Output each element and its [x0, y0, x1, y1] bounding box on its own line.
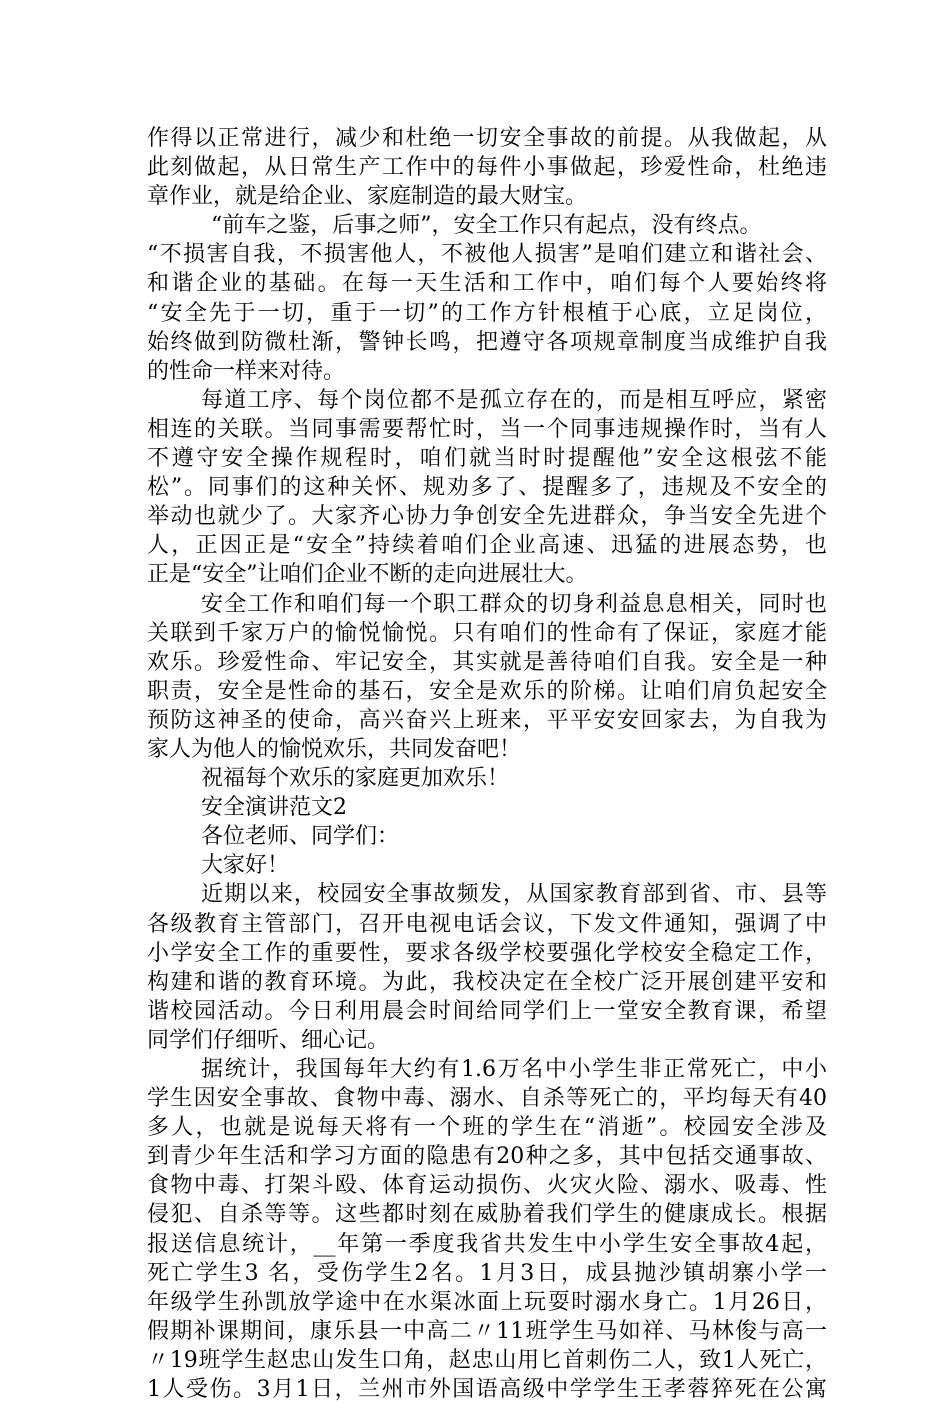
- text-line: 章作业，就是给企业、家庭制造的最大财宝。: [147, 184, 588, 210]
- text-line: 多人，也就是说每天将有一个班的学生在“消逝”。校园安全涉及: [147, 1115, 827, 1141]
- text-line: 不遵守安全操作规程时，咱们就当时时提醒他”安全这根弦不能: [147, 446, 827, 472]
- text-line: 正是“安全”让咱们企业不断的走向进展壮大。: [147, 562, 588, 588]
- text-line: 1人受伤。3月1日，兰州市外国语高级中学学生王孝蓉猝死在公寓: [147, 1377, 827, 1403]
- text-line: 始终做到防微杜渐，警钟长鸣，把遵守各项规章制度当成维护自我: [147, 329, 827, 355]
- text-line: 年级学生孙凯放学途中在水渠冰面上玩耍时溺水身亡。1月26日，: [147, 1289, 827, 1315]
- text-line: 预防这神圣的使命，高兴奋兴上班来，平平安安回家去，为自我为: [147, 707, 827, 733]
- text-line: 此刻做起，从日常生产工作中的每件小事做起，珍爱性命，杜绝违: [147, 155, 827, 181]
- text-line: 小学安全工作的重要性，要求各级学校要强化学校安全稳定工作，: [147, 940, 827, 966]
- text-line: 举动也就少了。大家齐心协力争创安全先进群众，争当安全先进个: [147, 504, 827, 530]
- text-line: 死亡学生3 名，受伤学生2名。1月3日，成县抛沙镇胡寨小学一: [147, 1260, 827, 1286]
- text-line: 关联到千家万户的愉悦愉悦。只有咱们的性命有了保证，家庭才能: [147, 620, 827, 646]
- text-line: 人，正因正是“安全”持续着咱们企业高速、迅猛的进展态势，也: [147, 533, 827, 559]
- text-line: 欢乐。珍爱性命、牢记安全，其实就是善待咱们自我。安全是一种: [147, 649, 827, 675]
- text-line: 到青少年生活和学习方面的隐患有20种之多，其中包括交通事故、: [147, 1144, 827, 1170]
- text-line: “不损害自我，不损害他人，不被他人损害”是咱们建立和谐社会、: [147, 242, 827, 268]
- text-line: “前车之鉴，后事之师”，安全工作只有起点，没有终点。: [211, 213, 762, 239]
- document-body: [147, 124, 827, 1404]
- text-line: 报送信息统计，__年第一季度我省共发生中小学生安全事故4起，: [147, 1231, 827, 1257]
- text-line: 据统计，我国每年大约有1.6万名中小学生非正常死亡，中小: [201, 1057, 827, 1082]
- text-line: 构建和谐的教育环境。为此，我校决定在全校广泛开展创建平安和: [147, 969, 827, 995]
- text-line: 家人为他人的愉悦欢乐，共同发奋吧！: [147, 736, 522, 762]
- text-line: 谐校园活动。今日利用晨会时间给同学们上一堂安全教育课，希望: [147, 998, 827, 1024]
- text-line: 松”。同事们的这种关怀、规劝多了、提醒多了，违规及不安全的: [147, 475, 827, 501]
- text-line: 安全演讲范文2: [201, 795, 347, 821]
- text-line: 〃19班学生赵忠山发生口角，赵忠山用匕首刺伤二人，致1人死亡，: [147, 1347, 827, 1373]
- text-line: 同学们仔细听、细心记。: [147, 1027, 390, 1053]
- text-line: 和谐企业的基础。在每一天生活和工作中，咱们每个人要始终将: [147, 271, 827, 297]
- text-line: 每道工序、每个岗位都不是孤立存在的，而是相互呼应，紧密: [201, 387, 827, 413]
- text-line: 各位老师、同学们：: [201, 824, 400, 850]
- text-line: 相连的关联。当同事需要帮忙时，当一个同事违规操作时，当有人: [147, 416, 827, 442]
- text-line: 学生因安全事故、食物中毒、溺水、自杀等死亡的，平均每天有40: [147, 1086, 827, 1112]
- text-line: 的性命一样来对待。: [147, 358, 346, 384]
- text-line: 近期以来，校园安全事故频发，从国家教育部到省、市、县等: [201, 882, 827, 908]
- text-line: 安全工作和咱们每一个职工群众的切身利益息息相关，同时也: [201, 591, 827, 617]
- text-line: “安全先于一切，重于一切”的工作方针根植于心底，立足岗位，: [147, 300, 827, 326]
- text-line: 食物中毒、打架斗殴、体育运动损伤、火灾火险、溺水、吸毒、性: [147, 1173, 827, 1199]
- text-line: 侵犯、自杀等等。这些都时刻在威胁着我们学生的健康成长。根据: [147, 1202, 827, 1228]
- text-line: 作得以正常进行，减少和杜绝一切安全事故的前提。从我做起，从: [147, 126, 827, 151]
- text-line: 大家好！: [201, 853, 290, 879]
- text-line: 各级教育主管部门，召开电视电话会议，下发文件通知，强调了中: [147, 911, 827, 937]
- text-line: 职责，安全是性命的基石，安全是欢乐的阶梯。让咱们肩负起安全: [147, 678, 827, 704]
- text-line: 祝福每个欢乐的家庭更加欢乐！: [201, 766, 510, 792]
- text-line: 假期补课期间，康乐县一中高二〃11班学生马如祥、马林俊与高一: [147, 1318, 827, 1344]
